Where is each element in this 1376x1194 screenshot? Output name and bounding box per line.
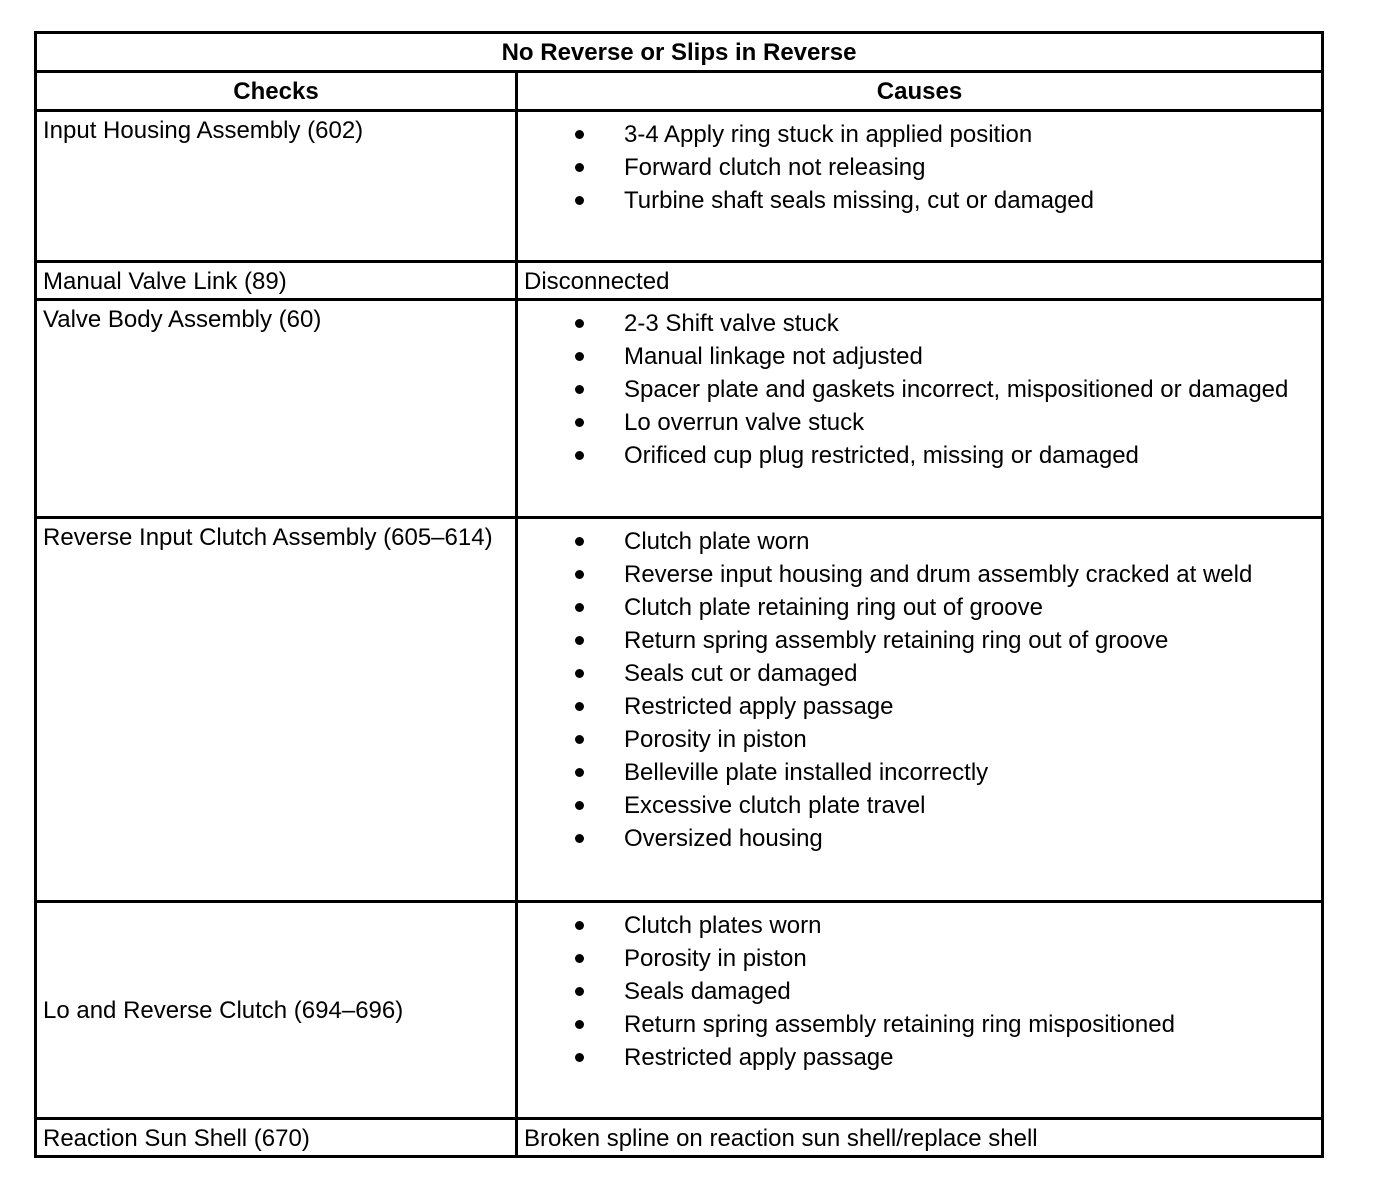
bullet-icon — [575, 987, 584, 996]
bullet-icon — [575, 603, 584, 612]
list-item — [524, 118, 1321, 151]
cause-text: Spacer plate and gaskets incorrect, mispositioned or damaged — [624, 376, 1289, 404]
cause-text: 3-4 Apply ring stuck in applied position — [624, 121, 1033, 149]
table-row — [36, 262, 1323, 300]
cause-text: Oversized housing — [624, 825, 823, 853]
list-item — [524, 657, 1321, 690]
list-item — [524, 723, 1321, 756]
bullet-icon — [575, 537, 584, 546]
cause-text: Restricted apply passage — [624, 693, 894, 721]
list-item — [524, 942, 1321, 975]
cause-text: Clutch plate retaining ring out of groove — [624, 594, 1043, 622]
checks-header: Checks — [36, 72, 517, 111]
cause-text: 2-3 Shift valve stuck — [624, 310, 839, 338]
cause-text: Excessive clutch plate travel — [624, 792, 926, 820]
check-label: Reverse Input Clutch Assembly (605–614) — [43, 524, 493, 552]
cause-cell — [517, 518, 1323, 902]
bullet-icon — [575, 1020, 584, 1029]
table-row — [36, 1118, 1323, 1156]
cause-text: Turbine shaft seals missing, cut or damaged — [624, 187, 1095, 215]
check-cell — [36, 300, 517, 518]
cause-text: Forward clutch not releasing — [624, 154, 926, 182]
bullet-icon — [575, 1053, 584, 1062]
cause-text: Manual linkage not adjusted — [624, 343, 923, 371]
table-row — [36, 300, 1323, 518]
cause-cell — [517, 901, 1323, 1118]
bullet-icon — [575, 702, 584, 711]
list-item — [524, 1041, 1321, 1074]
list-item — [524, 151, 1321, 184]
bullet-icon — [575, 196, 584, 205]
check-label: Input Housing Assembly (602) — [43, 117, 364, 145]
cause-text: Seals cut or damaged — [624, 660, 858, 688]
cause-text: Reverse input housing and drum assembly cracked at weld — [624, 561, 1253, 589]
table-row — [36, 901, 1323, 1118]
cause-text: Restricted apply passage — [624, 1043, 894, 1071]
cause-cell — [517, 262, 1323, 300]
list-item — [524, 690, 1321, 723]
cause-text: Return spring assembly retaining ring mispositioned — [624, 1010, 1175, 1038]
bullet-icon — [575, 768, 584, 777]
cause-cell — [517, 111, 1323, 262]
bullet-icon — [575, 954, 584, 963]
header-row — [36, 72, 1323, 111]
list-item — [524, 756, 1321, 789]
causes-header: Causes — [517, 72, 1323, 111]
list-item — [524, 789, 1321, 822]
diagnosis-table — [34, 31, 1324, 1158]
bullet-icon — [575, 636, 584, 645]
check-cell — [36, 1118, 517, 1156]
bullet-icon — [575, 319, 584, 328]
cause-text: Lo overrun valve stuck — [624, 409, 865, 437]
list-item — [524, 909, 1321, 942]
bullet-icon — [575, 669, 584, 678]
cause-text: Clutch plates worn — [624, 911, 822, 939]
list-item — [524, 1008, 1321, 1041]
bullet-icon — [575, 451, 584, 460]
list-item — [524, 558, 1321, 591]
check-cell — [36, 901, 517, 1118]
bullet-icon — [575, 735, 584, 744]
cause-cell — [517, 300, 1323, 518]
table-row — [36, 111, 1323, 262]
cause-text: Clutch plate worn — [624, 528, 810, 556]
bullet-icon — [575, 163, 584, 172]
list-item — [524, 525, 1321, 558]
check-label: Lo and Reverse Clutch (694–696) — [43, 997, 404, 1025]
cause-list — [524, 118, 1321, 217]
bullet-icon — [575, 570, 584, 579]
bullet-icon — [575, 130, 584, 139]
bullet-icon — [575, 921, 584, 930]
table-title: No Reverse or Slips in Reverse — [36, 33, 1323, 72]
title-row — [36, 33, 1323, 72]
check-label: Valve Body Assembly (60) — [43, 306, 322, 334]
bullet-icon — [575, 352, 584, 361]
cause-list — [524, 307, 1321, 472]
bullet-icon — [575, 801, 584, 810]
cause-text: Belleville plate installed incorrectly — [624, 759, 989, 787]
cause-text: Porosity in piston — [624, 726, 807, 754]
list-item — [524, 624, 1321, 657]
list-item — [524, 439, 1321, 472]
cause-list — [524, 525, 1321, 855]
list-item — [524, 340, 1321, 373]
cause-text: Porosity in piston — [624, 944, 807, 972]
cause-text: Orificed cup plug restricted, missing or damaged — [624, 442, 1139, 470]
cause-text: Broken spline on reaction sun shell/replace shell — [524, 1124, 1038, 1152]
list-item — [524, 975, 1321, 1008]
cause-text: Return spring assembly retaining ring out of groove — [624, 627, 1169, 655]
list-item — [524, 184, 1321, 217]
table-row — [36, 518, 1323, 902]
check-label: Manual Valve Link (89) — [43, 268, 287, 295]
bullet-icon — [575, 834, 584, 843]
list-item — [524, 591, 1321, 624]
check-cell — [36, 111, 517, 262]
cause-list — [524, 909, 1321, 1074]
check-label: Reaction Sun Shell (670) — [43, 1124, 310, 1152]
cause-text: Seals damaged — [624, 977, 791, 1005]
list-item — [524, 406, 1321, 439]
cause-cell — [517, 1118, 1323, 1156]
bullet-icon — [575, 418, 584, 427]
list-item — [524, 822, 1321, 855]
bullet-icon — [575, 385, 584, 394]
list-item — [524, 373, 1321, 406]
check-cell — [36, 518, 517, 902]
cause-text: Disconnected — [524, 268, 670, 295]
check-cell — [36, 262, 517, 300]
list-item — [524, 307, 1321, 340]
